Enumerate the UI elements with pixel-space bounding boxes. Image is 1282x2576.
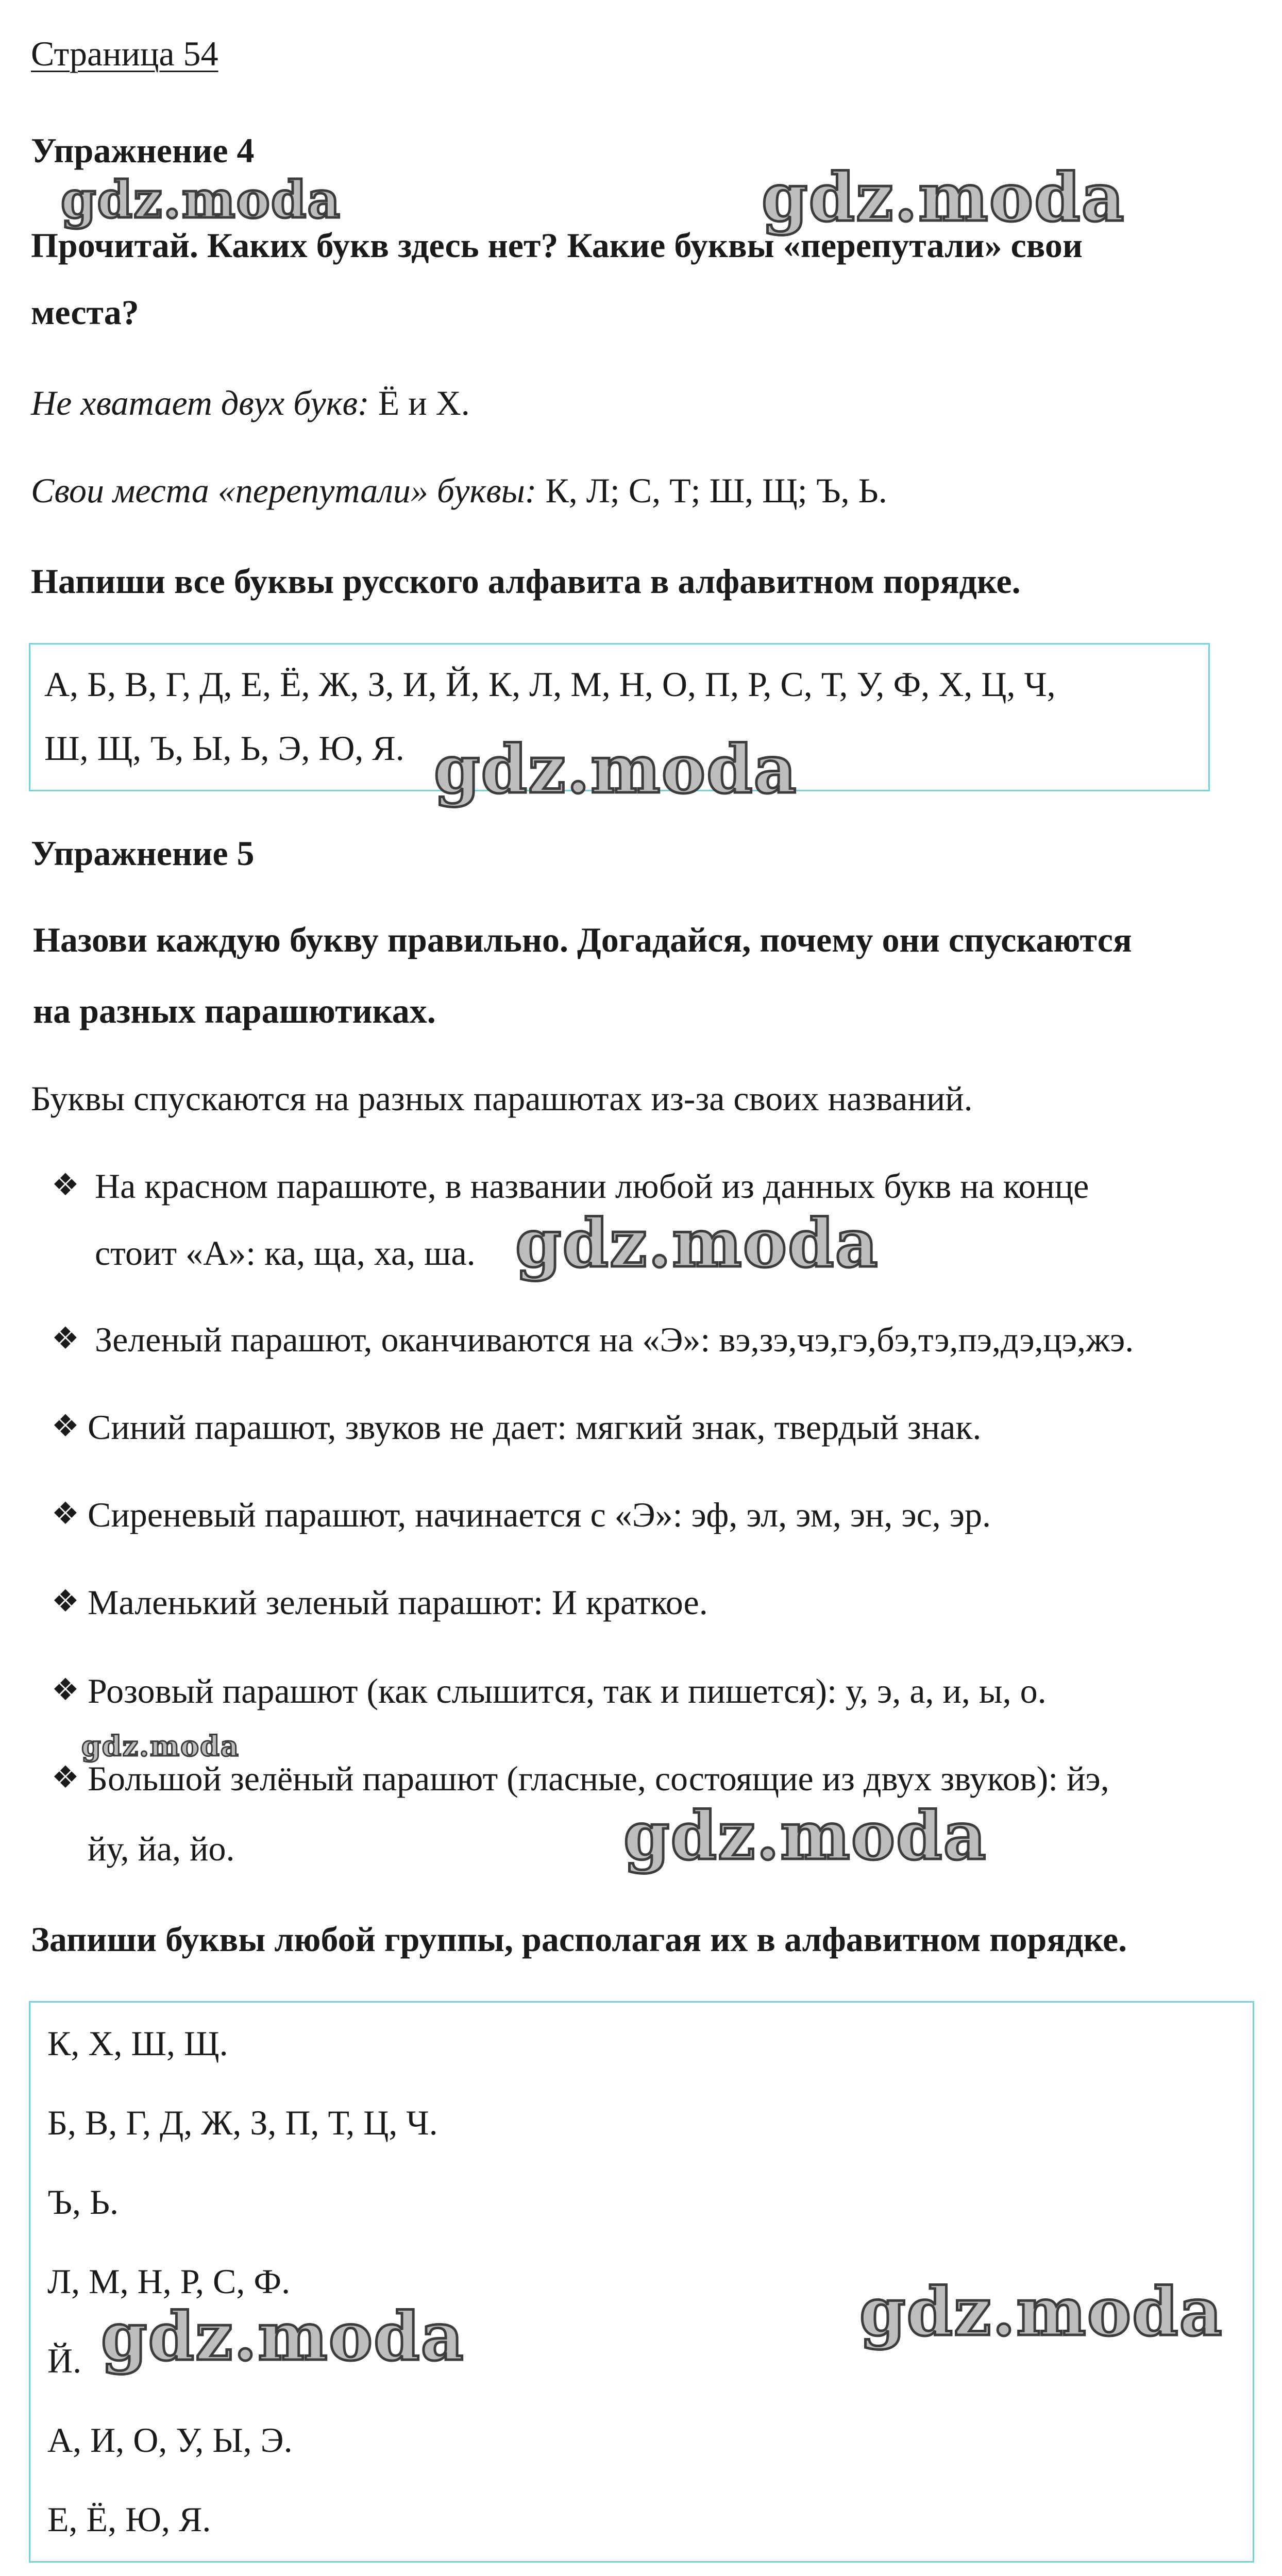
watermark: gdz.moda [623,1798,987,1875]
list-item-1-line-2: стоит «А»: ка, ща, ха, ша. [95,1233,476,1273]
list-item-4: Сиреневый парашют, начинается с «Э»: эф, эл, эм, эн, эс, эр. [88,1495,991,1534]
watermark: gdz.moda [101,2298,465,2376]
swapped-letters-label: Свои места «перепутали» буквы: [31,471,537,510]
list-item-3: Синий парашют, звуков не дает: мягкий знак, твердый знак. [88,1408,982,1447]
group-line: Л, М, Н, Р, С, Ф. [47,2262,291,2301]
missing-letters-answer [31,385,470,420]
exercise-4-task-line-2: места? [31,293,139,332]
group-line: Б, В, Г, Д, Ж, З, П, Т, Ц, Ч. [47,2103,438,2142]
missing-letters-value: Ё и Х. [369,383,470,422]
exercise-5-heading: Упражнение 5 [31,834,255,873]
watermark: gdz.moda [434,731,798,808]
watermark: gdz.moda [515,1205,879,1282]
watermark: gdz.moda [81,1730,240,1762]
alphabet-line-1: А, Б, В, Г, Д, Е, Ё, Ж, З, И, Й, К, Л, М, Н, О, П, Р, С, Т, У, Ф, Х, Ц, Ч, [44,665,1056,704]
bullet-icon: ❖ [52,1584,79,1618]
group-line: А, И, О, У, Ы, Э. [47,2420,293,2460]
bullet-icon: ❖ [52,1321,79,1355]
bullet-icon: ❖ [52,1673,79,1707]
bullet-icon: ❖ [52,1409,79,1443]
list-item-6: Розовый парашют (как слышится, так и пишется): у, э, а, и, ы, о. [88,1671,1047,1710]
list-item-1-line-1: На красном парашюте, в названии любой из данных букв на конце [95,1166,1089,1206]
group-line: Й. [47,2341,82,2380]
missing-letters-label: Не хватает двух букв: [31,383,369,422]
exercise-4-task-line-1: Прочитай. Каких букв здесь нет? Какие буквы «перепутали» свои [31,226,1083,265]
list-item-7-line-1: Большой зелёный парашют (гласные, состоящие из двух звуков): йэ, [88,1759,1109,1798]
swapped-letters-value: К, Л; С, Т; Ш, Щ; Ъ, Ь. [536,471,887,510]
alphabet-line-2: Ш, Щ, Ъ, Ы, Ь, Э, Ю, Я. [44,728,404,768]
watermark: gdz.moda [859,2274,1223,2351]
group-line: Ъ, Ь. [47,2182,119,2222]
bullet-icon: ❖ [52,1497,79,1531]
exercise-5-task-line-1: Назови каждую букву правильно. Догадайся, почему они спускаются [33,920,1132,959]
exercise-4-task-2: Напиши все буквы русского алфавита в алфавитном порядке. [31,562,1021,601]
list-item-7-line-2: йу, йа, йо. [88,1829,235,1868]
watermark: gdz.moda [61,171,341,230]
list-item-2: Зеленый парашют, оканчиваются на «Э»: вэ,зэ,чэ,гэ,бэ,тэ,пэ,дэ,цэ,жэ. [95,1320,1134,1359]
bullet-icon: ❖ [52,1168,79,1202]
list-item-5: Маленький зеленый парашют: И краткое. [88,1583,708,1622]
exercise-5-intro: Буквы спускаются на разных парашютах из-за своих названий. [31,1079,973,1118]
swapped-letters-answer [31,473,887,508]
exercise-5-task-line-2: на разных парашютиках. [33,991,436,1030]
page-title: Страница 54 [31,34,218,73]
exercise-5-task-2: Запиши буквы любой группы, располагая их в алфавитном порядке. [31,1920,1127,1959]
exercise-4-heading: Упражнение 4 [31,131,255,170]
watermark: gdz.moda [762,159,1125,236]
group-line: Е, Ё, Ю, Я. [47,2500,211,2539]
group-line: К, Х, Ш, Щ. [47,2024,228,2063]
bullet-icon: ❖ [52,1760,79,1794]
